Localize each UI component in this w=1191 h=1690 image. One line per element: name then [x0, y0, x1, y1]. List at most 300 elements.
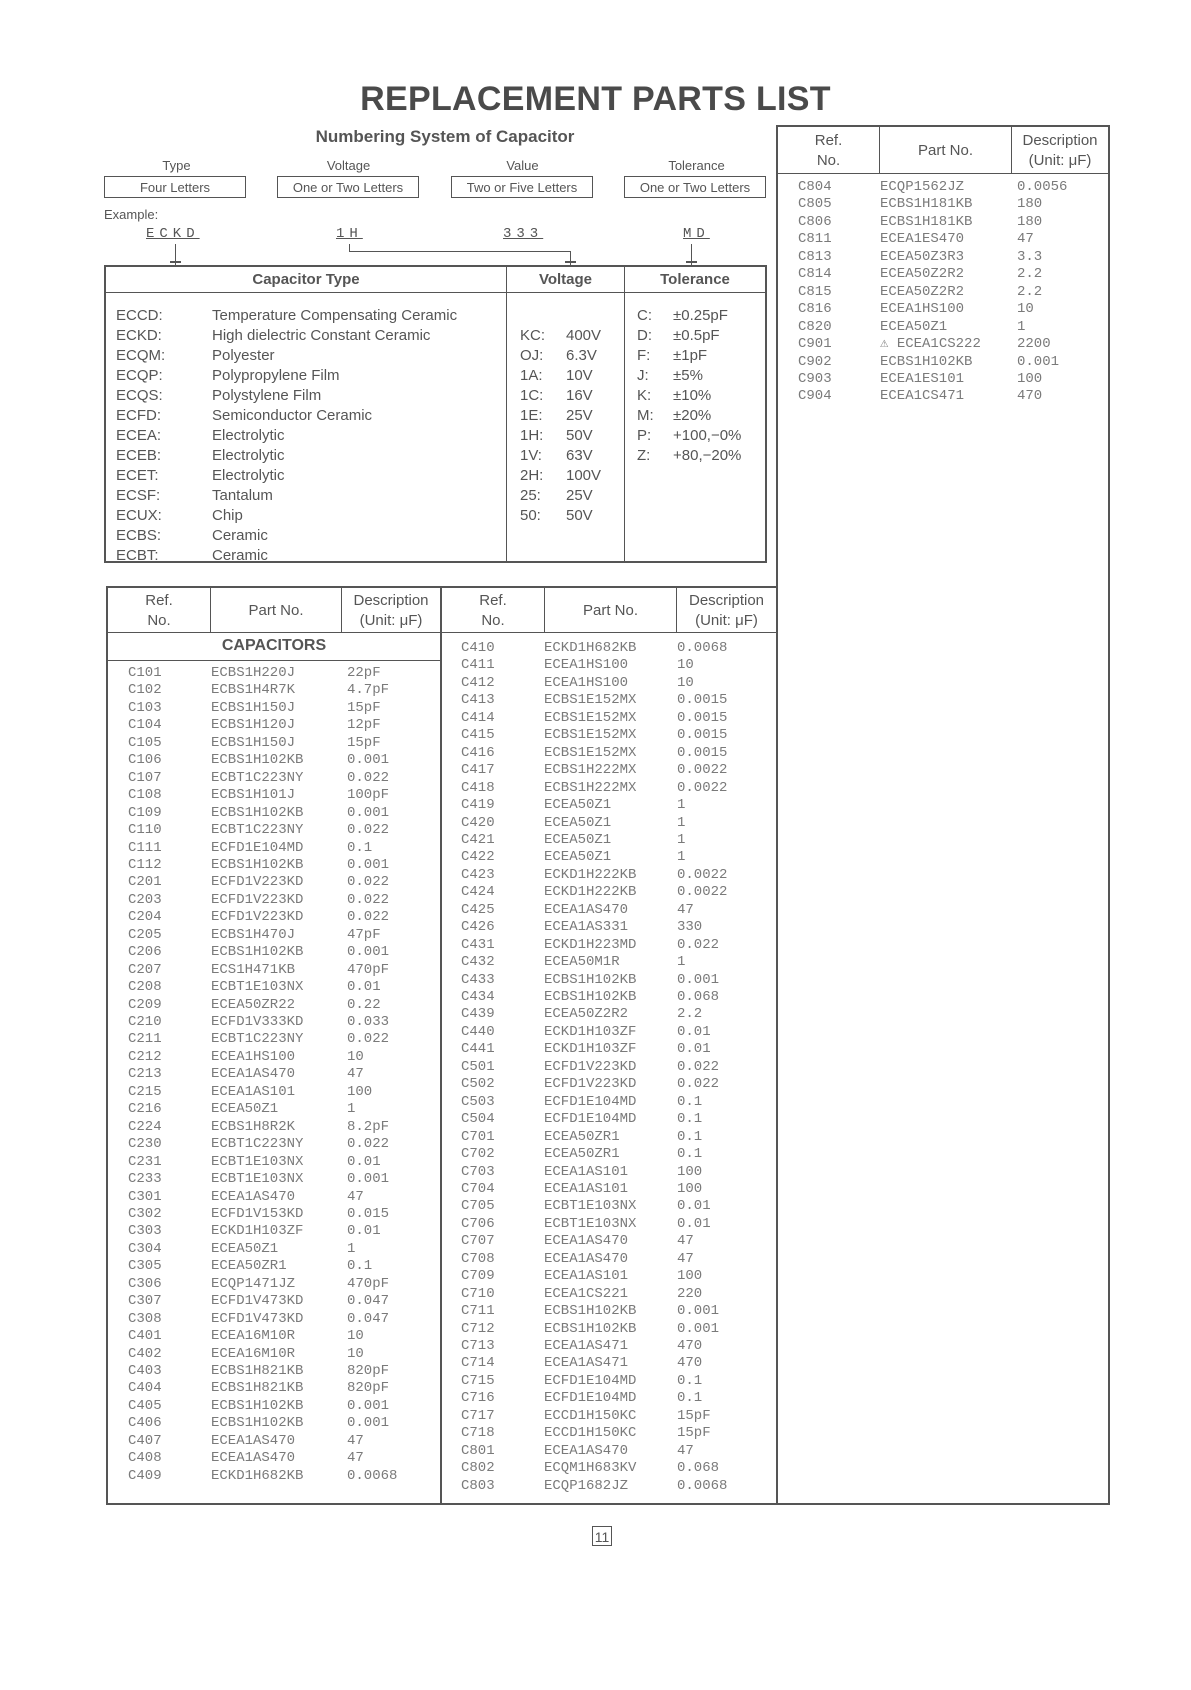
- cell-desc: 0.1: [677, 1093, 703, 1110]
- table-row: [108, 962, 440, 979]
- cell-part: ECFD1V333KD: [211, 1014, 304, 1030]
- cell-ref: C107: [128, 769, 162, 786]
- voltage-row: [520, 486, 601, 506]
- cell-ref: C815: [798, 283, 832, 300]
- cell-ref: C411: [461, 657, 495, 674]
- cell-part: ECEA1CS471: [880, 388, 965, 405]
- table-row: [442, 1408, 776, 1425]
- cell-desc: 1: [347, 1240, 356, 1257]
- tolerance-row-code: Z:: [637, 447, 651, 464]
- table-row: [442, 884, 776, 901]
- cell-ref: C108: [128, 787, 162, 804]
- cell-desc: 0.0056: [1017, 179, 1068, 195]
- capacitor-type-row-value: Electrolytic: [212, 447, 285, 464]
- cell-part: ECKD1H223MD: [544, 936, 637, 953]
- tolerance-row-value: ±0.25pF: [673, 307, 728, 324]
- cell-ref: C417: [461, 762, 495, 779]
- tolerance-row: [637, 406, 741, 426]
- cell-ref: C408: [128, 1450, 162, 1467]
- table-row: [442, 640, 776, 657]
- table-row: [442, 1198, 776, 1215]
- cell-desc: 100: [677, 1268, 703, 1285]
- table-row: [442, 1233, 776, 1250]
- capacitor-type-row-code: ECET:: [116, 467, 159, 484]
- tolerance-row-value: +100,−0%: [673, 427, 742, 444]
- cell-part: ECFD1E104MD: [544, 1093, 637, 1110]
- voltage-row-value: 6.3V: [566, 347, 597, 364]
- table-row: [442, 692, 776, 709]
- part-no-header: Part No.: [248, 602, 304, 619]
- table-row: [108, 1101, 440, 1118]
- cell-ref: C409: [128, 1467, 162, 1484]
- voltage-row-value: 25V: [566, 487, 593, 504]
- table-row: [442, 989, 776, 1006]
- cell-ref: C440: [461, 1023, 495, 1040]
- section-label-type: Type: [162, 158, 191, 173]
- cell-desc: 3.3: [1017, 248, 1043, 265]
- cell-desc: 1: [677, 954, 686, 971]
- tolerance-row: [637, 426, 741, 446]
- cell-part: ECEA50Z1: [544, 814, 612, 831]
- cell-ref: C704: [461, 1180, 495, 1197]
- cell-ref: C105: [128, 734, 162, 751]
- capacitor-type-row-value: Polystylene Film: [212, 387, 322, 404]
- cell-desc: 0.001: [677, 971, 720, 988]
- cell-desc: 330: [677, 919, 703, 936]
- capacitor-type-row-code: ECFD:: [116, 407, 161, 424]
- cell-part: ECEA1ES101: [880, 370, 965, 387]
- cell-desc: 0.01: [677, 1023, 711, 1040]
- cell-ref: C432: [461, 954, 495, 971]
- cell-desc: 1: [677, 797, 686, 814]
- table-row: [442, 1460, 776, 1477]
- cell-ref: C441: [461, 1041, 495, 1058]
- tolerance-row-code: F:: [637, 347, 651, 364]
- cell-ref: C904: [798, 388, 832, 405]
- cell-desc: 0.1: [347, 1258, 373, 1275]
- cell-desc: 470pF: [347, 961, 390, 978]
- cell-part: ECBT1E103NX: [211, 1171, 304, 1188]
- cell-ref: C209: [128, 996, 162, 1013]
- voltage-row: [520, 446, 601, 466]
- column-divider: [506, 265, 507, 563]
- header-divider: [442, 632, 776, 633]
- table-row: [442, 1268, 776, 1285]
- ref-header: Ref. No.: [479, 592, 507, 629]
- example-value-code: 333: [503, 226, 544, 242]
- voltage-row: [520, 346, 601, 366]
- capacitor-type-row: [116, 506, 457, 526]
- capacitor-type-row-code: ECQM:: [116, 347, 166, 364]
- table-row: [442, 954, 776, 971]
- table-row: [442, 1164, 776, 1181]
- cell-ref: C415: [461, 727, 495, 744]
- cell-ref: C403: [128, 1363, 162, 1379]
- cell-ref: C212: [128, 1048, 162, 1065]
- cell-part: ECEA1CS221: [544, 1285, 629, 1302]
- cell-ref: C110: [128, 822, 162, 839]
- cell-part: ECEA50Z1: [211, 1101, 279, 1118]
- cell-desc: 0.1: [677, 1372, 703, 1389]
- cell-ref: C213: [128, 1066, 162, 1083]
- cell-desc: 0.022: [347, 1136, 390, 1153]
- table-row: [108, 1276, 440, 1293]
- tolerance-list: [637, 306, 741, 466]
- cell-desc: 1: [1017, 318, 1026, 335]
- table-row: [108, 1206, 440, 1223]
- cell-desc: 10: [1017, 301, 1034, 318]
- cell-part: ECFD1E104MD: [544, 1111, 637, 1128]
- cell-desc: 0.022: [347, 1031, 390, 1048]
- voltage-row-code: 1V:: [520, 447, 542, 464]
- description-header: Description (Unit: μF): [353, 592, 429, 629]
- tolerance-row-value: ±20%: [673, 407, 712, 424]
- table-row: [108, 1154, 440, 1171]
- description-header: Description (Unit: μF): [688, 592, 765, 629]
- capacitor-type-row: [116, 386, 457, 406]
- cell-ref: C305: [128, 1258, 162, 1275]
- cell-part: ECBS1H102KB: [211, 752, 304, 769]
- cell-part: ECBT1C223NY: [211, 1031, 304, 1048]
- tolerance-row: [637, 366, 741, 386]
- table-row: [108, 1241, 440, 1258]
- table-row: [108, 997, 440, 1014]
- table-row: [442, 727, 776, 744]
- cell-desc: 0.022: [347, 909, 390, 926]
- cell-desc: 0.047: [347, 1310, 390, 1327]
- cell-part: ECKD1H222KB: [544, 866, 637, 883]
- cell-ref: C711: [461, 1303, 495, 1320]
- table-row: [442, 937, 776, 954]
- cell-part: ECKD1H103ZF: [211, 1223, 304, 1240]
- voltage-row-code: OJ:: [520, 347, 544, 364]
- table-row: [108, 735, 440, 752]
- section-divider: [108, 660, 440, 661]
- cell-desc: 2.2: [1017, 283, 1043, 300]
- cell-part: ECEA50Z1: [544, 797, 612, 814]
- table-row: [778, 284, 1108, 301]
- voltage-row-code: KC:: [520, 327, 546, 344]
- table-row: [108, 1031, 440, 1048]
- capacitor-type-row-value: Tantalum: [212, 487, 273, 504]
- cell-desc: 100pF: [347, 787, 390, 804]
- connector-arrow: [170, 261, 181, 263]
- ref-header: Ref. No.: [814, 132, 843, 169]
- cell-part: ECEA1AS470: [544, 1233, 629, 1250]
- cell-desc: 0.22: [347, 996, 381, 1013]
- cell-desc: 0.068: [677, 1460, 720, 1477]
- cell-desc: 0.022: [347, 822, 390, 839]
- cell-ref: C806: [798, 213, 832, 230]
- cell-desc: 0.022: [677, 936, 720, 953]
- header-voltage: Voltage: [538, 271, 593, 288]
- cell-ref: C816: [798, 301, 832, 318]
- table-row: [442, 1251, 776, 1268]
- cell-desc: 10: [677, 657, 694, 674]
- table-row: [778, 354, 1108, 371]
- table-row: [108, 909, 440, 926]
- cell-ref: C420: [461, 814, 495, 831]
- cell-ref: C701: [461, 1128, 495, 1145]
- cell-part: ECQM1H683KV: [544, 1460, 637, 1477]
- capacitor-type-row-value: Temperature Compensating Ceramic: [212, 307, 458, 324]
- cell-part: ECEA50Z2R2: [880, 266, 965, 283]
- cell-ref: C902: [798, 353, 832, 370]
- table-row: [108, 1119, 440, 1136]
- cell-desc: 220: [677, 1285, 703, 1302]
- cell-ref: C504: [461, 1111, 495, 1128]
- cell-ref: C208: [128, 979, 162, 996]
- table-row: [442, 1303, 776, 1320]
- table-row: [108, 700, 440, 717]
- cell-desc: 470pF: [347, 1275, 390, 1292]
- table-row: [778, 179, 1108, 196]
- table-row: [108, 979, 440, 996]
- cell-ref: C407: [128, 1432, 162, 1449]
- voltage-row-code: 1A:: [520, 367, 543, 384]
- table-row: [108, 1223, 440, 1240]
- cell-part: ECBS1H470J: [211, 926, 296, 943]
- cell-desc: 470: [1017, 388, 1043, 405]
- cell-part: ECBS1H102KB: [544, 1320, 637, 1337]
- cell-part: ECBS1H4R7K: [211, 682, 296, 699]
- table-row: [778, 266, 1108, 283]
- cell-part: ⚠ ECEA1CS222: [880, 336, 981, 353]
- page-number: 11: [592, 1526, 612, 1546]
- cell-part: ECEA1HS100: [211, 1048, 296, 1065]
- cell-desc: 47: [347, 1188, 364, 1205]
- cell-ref: C414: [461, 709, 495, 726]
- cell-ref: C412: [461, 674, 495, 691]
- cell-desc: 1: [347, 1101, 356, 1118]
- voltage-row-value: 25V: [566, 407, 593, 424]
- cell-desc: 0.001: [347, 752, 390, 769]
- voltage-row-value: 10V: [566, 367, 593, 384]
- cell-desc: 0.068: [677, 989, 720, 1005]
- cell-desc: 0.0068: [677, 640, 728, 656]
- cell-desc: 2.2: [1017, 266, 1043, 283]
- cell-desc: 0.1: [347, 839, 373, 856]
- cell-ref: C805: [798, 196, 832, 213]
- capacitor-type-row: [116, 326, 457, 346]
- cell-part: ECBS1H102KB: [211, 1415, 304, 1432]
- table-row: [108, 1363, 440, 1380]
- voltage-row: [520, 426, 601, 446]
- cell-part: ECBS1H102KB: [211, 944, 304, 961]
- cell-part: ECFD1E104MD: [544, 1372, 637, 1389]
- table-row: [442, 745, 776, 762]
- cell-ref: C418: [461, 779, 495, 796]
- tolerance-row: [637, 446, 741, 466]
- cell-part: ECEA1AS470: [211, 1188, 296, 1205]
- table-row: [108, 874, 440, 891]
- table-row: [108, 892, 440, 909]
- cell-desc: 15pF: [347, 699, 381, 716]
- cell-desc: 0.001: [677, 1303, 720, 1320]
- cell-part: ECBS1H150J: [211, 699, 296, 716]
- voltage-list: [520, 326, 601, 526]
- cell-part: ECEA50Z1: [211, 1240, 279, 1257]
- cell-ref: C102: [128, 682, 162, 699]
- tolerance-row: [637, 386, 741, 406]
- cell-part: ECKD1H103ZF: [544, 1041, 637, 1058]
- voltage-row-value: 400V: [566, 327, 602, 344]
- cell-part: ECBS1H821KB: [211, 1380, 304, 1397]
- tolerance-row-value: ±1pF: [673, 347, 708, 364]
- header-divider: [108, 632, 440, 633]
- table-row: [442, 1129, 776, 1146]
- cell-part: ECEA1AS470: [211, 1432, 296, 1449]
- cell-ref: C801: [461, 1442, 495, 1459]
- table-row: [442, 1390, 776, 1407]
- cell-part: ECBS1E152MX: [544, 692, 637, 709]
- cell-part: ECFD1V223KD: [544, 1076, 637, 1093]
- table-header-divider: [106, 292, 765, 293]
- capacitor-type-row-code: ECSF:: [116, 487, 161, 504]
- cell-ref: C703: [461, 1163, 495, 1180]
- cell-desc: 0.001: [347, 1171, 390, 1188]
- cell-desc: 0.033: [347, 1014, 390, 1030]
- capacitor-type-row-code: ECQP:: [116, 367, 163, 384]
- table-row: [108, 1171, 440, 1188]
- cell-ref: C101: [128, 665, 162, 681]
- cell-desc: 0.001: [347, 804, 390, 821]
- table-row: [108, 752, 440, 769]
- cell-part: ECFD1E104MD: [211, 839, 304, 856]
- cell-ref: C903: [798, 370, 832, 387]
- cell-desc: 0.001: [347, 944, 390, 961]
- cell-part: ECEA50Z3R3: [880, 248, 965, 265]
- table-row: [442, 1338, 776, 1355]
- header-tolerance: Tolerance: [660, 271, 730, 288]
- cell-part: ECEA50Z2R2: [880, 283, 965, 300]
- table-row: [108, 1346, 440, 1363]
- table-row: [442, 1425, 776, 1442]
- cell-desc: 0.0068: [677, 1477, 728, 1494]
- cell-ref: C224: [128, 1118, 162, 1135]
- cell-ref: C421: [461, 831, 495, 848]
- capacitor-type-row: [116, 406, 457, 426]
- cell-ref: C231: [128, 1153, 162, 1170]
- table-row: [778, 319, 1108, 336]
- cell-ref: C706: [461, 1215, 495, 1232]
- cell-ref: C210: [128, 1014, 162, 1030]
- cell-part: ECEA50M1R: [544, 954, 620, 971]
- capacitor-type-row: [116, 346, 457, 366]
- capacitor-type-row-code: ECEA:: [116, 427, 162, 444]
- cell-desc: 1: [677, 831, 686, 848]
- table-row: [108, 787, 440, 804]
- cell-desc: 12pF: [347, 717, 381, 734]
- cell-part: ECEA1AS470: [211, 1066, 296, 1083]
- cell-part: ECBS1E152MX: [544, 727, 637, 744]
- cell-part: ECBT1E103NX: [544, 1198, 637, 1215]
- cell-desc: 15pF: [347, 734, 381, 751]
- example-voltage-code: 1H: [336, 226, 363, 242]
- cell-desc: 0.1: [677, 1128, 703, 1145]
- section-label-value: Value: [506, 158, 539, 173]
- cell-ref: C401: [128, 1328, 162, 1345]
- cell-ref: C230: [128, 1136, 162, 1153]
- cell-part: ECEA1AS101: [211, 1083, 296, 1100]
- cell-part: ECEA1AS470: [544, 1442, 629, 1459]
- table-row: [442, 1024, 776, 1041]
- capacitor-type-row-code: ECKD:: [116, 327, 162, 344]
- cell-part: ECBT1E103NX: [211, 1153, 304, 1170]
- capacitor-type-row-value: Polyester: [212, 347, 275, 364]
- table-row: [778, 388, 1108, 405]
- tolerance-row: [637, 346, 741, 366]
- tolerance-row-value: ±10%: [673, 387, 712, 404]
- cell-desc: 15pF: [677, 1425, 711, 1442]
- table-row: [108, 927, 440, 944]
- cell-part: ECBS1H102KB: [211, 804, 304, 821]
- voltage-row-value: 50V: [566, 507, 593, 524]
- cell-ref: C304: [128, 1240, 162, 1257]
- example-type-code: ECKD: [146, 226, 200, 242]
- table-row: [442, 1443, 776, 1460]
- capacitor-type-row: [116, 546, 457, 566]
- cell-desc: 0.0022: [677, 866, 728, 883]
- cell-desc: 2200: [1017, 336, 1051, 353]
- table-row: [108, 840, 440, 857]
- cell-ref: C216: [128, 1101, 162, 1118]
- tolerance-row-code: D:: [637, 327, 652, 344]
- cell-ref: C207: [128, 961, 162, 978]
- tolerance-row: [637, 326, 741, 346]
- header-capacitor-type: Capacitor Type: [252, 271, 360, 288]
- capacitor-type-row-value: High dielectric Constant Ceramic: [212, 327, 431, 344]
- table-row: [442, 1094, 776, 1111]
- cell-part: ECFD1V473KD: [211, 1293, 304, 1310]
- column-divider: [624, 265, 625, 563]
- cell-ref: C301: [128, 1188, 162, 1205]
- cell-part: ECCD1H150KC: [544, 1425, 637, 1442]
- cell-desc: 47: [1017, 231, 1034, 248]
- voltage-row: [520, 386, 601, 406]
- table-row: [108, 770, 440, 787]
- cell-part: ECBT1C223NY: [211, 822, 304, 839]
- cell-part: ECCD1H150KC: [544, 1407, 637, 1424]
- voltage-row-code: 25:: [520, 487, 541, 504]
- table-row: [108, 1450, 440, 1467]
- cell-part: ECKD1H103ZF: [544, 1023, 637, 1040]
- capacitor-type-row-value: Semiconductor Ceramic: [212, 407, 373, 424]
- table-row: [442, 972, 776, 989]
- table-row: [778, 196, 1108, 213]
- cell-ref: C709: [461, 1268, 495, 1285]
- table-row: [442, 1076, 776, 1093]
- cell-desc: 0.001: [347, 856, 390, 873]
- table-row: [108, 1311, 440, 1328]
- cell-ref: C431: [461, 936, 495, 953]
- capacitor-type-row-value: Electrolytic: [212, 467, 285, 484]
- cell-desc: 820pF: [347, 1380, 390, 1397]
- cell-ref: C206: [128, 944, 162, 961]
- capacitor-type-row-code: ECUX:: [116, 507, 162, 524]
- voltage-row-code: 1H:: [520, 427, 544, 444]
- cell-desc: 0.1: [677, 1390, 703, 1407]
- cell-desc: 47: [347, 1450, 364, 1467]
- cell-ref: C712: [461, 1320, 495, 1337]
- voltage-row-value: 50V: [566, 427, 593, 444]
- table-row: [108, 1293, 440, 1310]
- capacitor-type-row-value: Ceramic: [212, 527, 268, 544]
- tolerance-row-value: ±0.5pF: [673, 327, 720, 344]
- cell-ref: C112: [128, 856, 162, 873]
- cell-ref: C308: [128, 1310, 162, 1327]
- cell-part: ECEA1HS100: [544, 674, 629, 691]
